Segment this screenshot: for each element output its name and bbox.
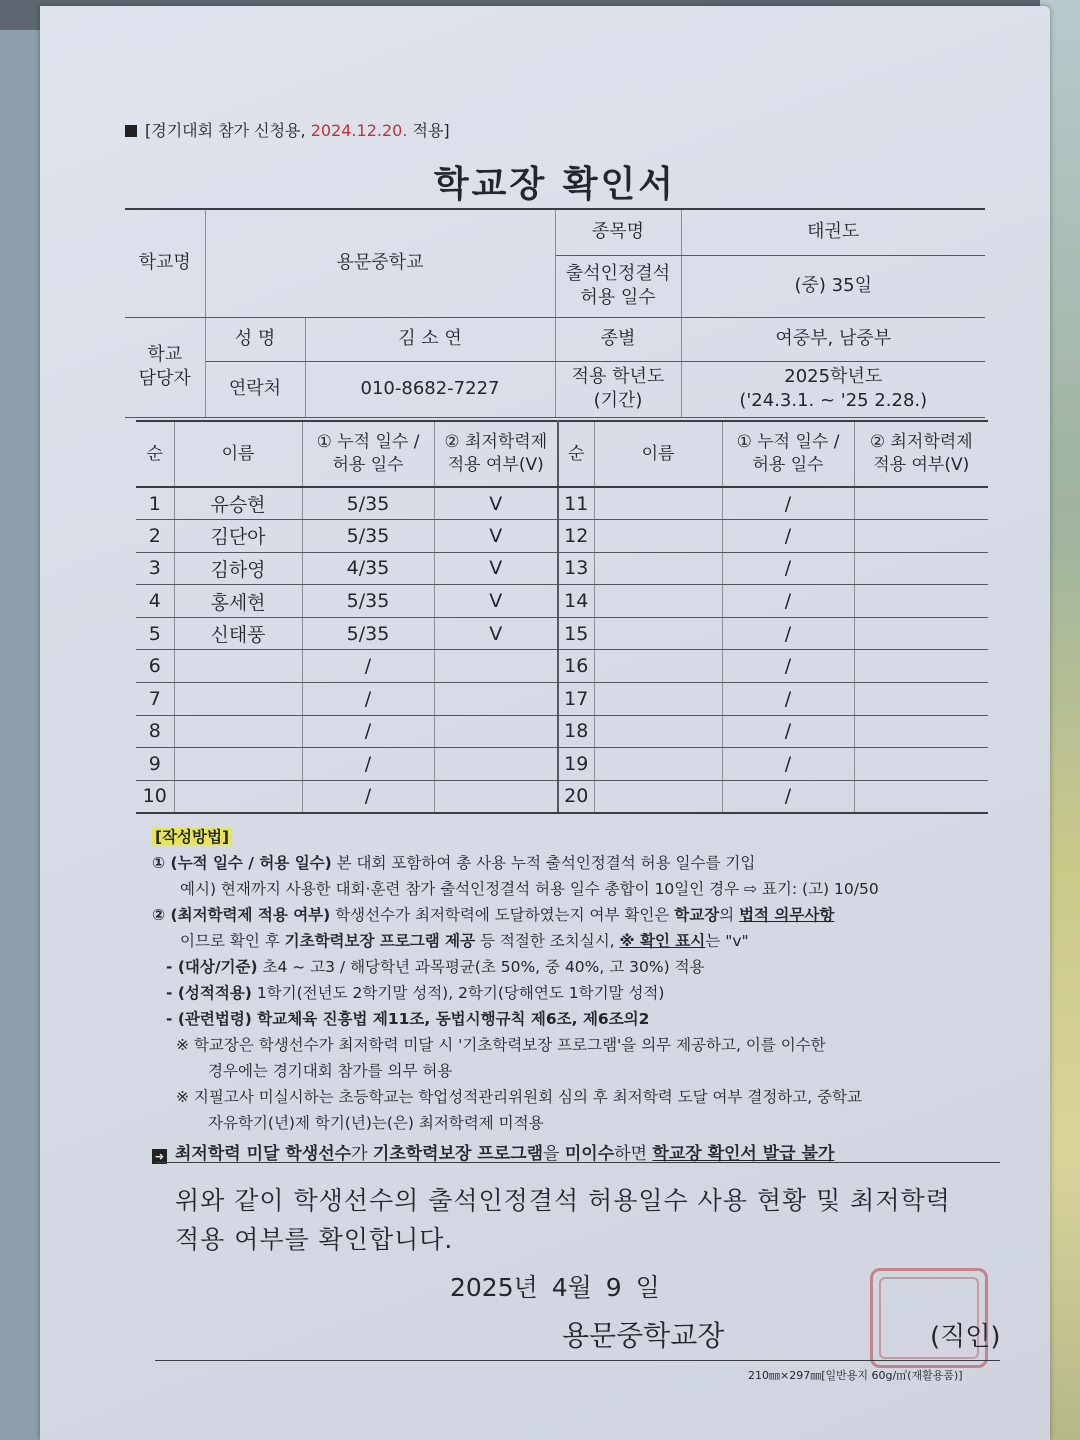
instructions	[152, 824, 1002, 1169]
contact-value: 010-8682-7227	[305, 361, 555, 417]
name-value: 김 소 연	[305, 317, 555, 361]
row-min: V	[434, 552, 558, 585]
manager-label: 학교 담당자	[125, 317, 205, 417]
row-no: 12	[558, 520, 594, 553]
row-min: V	[434, 617, 558, 650]
student-list-table	[136, 420, 988, 814]
row-no: 6	[136, 650, 174, 683]
allowed-days-label: 출석인정결석 허용 일수	[555, 255, 681, 317]
year-value: 2025학년도 ('24.3.1. ~ '25 2.28.)	[681, 361, 985, 417]
row-name	[594, 552, 722, 585]
instruction-1: ① (누적 일수 / 허용 일수) 본 대회 포함하여 총 사용 누적 출석인정결석 허용 일수를 기입	[152, 854, 756, 873]
row-no: 19	[558, 748, 594, 781]
row-days: 5/35	[302, 585, 434, 618]
col-days: ① 누적 일수 / 허용 일수	[302, 421, 434, 487]
table-row	[136, 650, 988, 683]
row-name: 김하영	[174, 552, 302, 585]
row-min	[434, 683, 558, 716]
row-name	[174, 780, 302, 813]
row-name	[174, 650, 302, 683]
document-title: 학교장 확인서	[433, 164, 677, 205]
row-no: 7	[136, 683, 174, 716]
note-2: ※ 지필고사 미실시하는 초등학교는 학업성적관리위원회 심의 후 최저학력 도달 여부 결정하고, 중학교	[176, 1088, 863, 1107]
col-no-2: 순	[558, 421, 594, 487]
divider-bottom	[155, 1360, 1000, 1361]
seal-label: (직인)	[930, 1322, 1001, 1352]
col-days-2: ① 누적 일수 / 허용 일수	[722, 421, 854, 487]
row-no: 13	[558, 552, 594, 585]
row-days: /	[722, 780, 854, 813]
instructions-heading: [작성방법]	[152, 828, 232, 846]
row-no: 3	[136, 552, 174, 585]
row-name: 홍세현	[174, 585, 302, 618]
row-days: /	[722, 552, 854, 585]
row-days: /	[722, 748, 854, 781]
row-min: V	[434, 520, 558, 553]
issuance-notice: ➜ 최저학력 미달 학생선수가 기초학력보장 프로그램을 미이수하면 학교장 확인서 발급 불가	[152, 1140, 1002, 1169]
row-name	[174, 715, 302, 748]
col-name: 이름	[174, 421, 302, 487]
row-no: 10	[136, 780, 174, 813]
event-label: 종목명	[555, 209, 681, 255]
row-days: /	[302, 650, 434, 683]
table-row	[136, 683, 988, 716]
row-min: V	[434, 487, 558, 520]
row-no: 8	[136, 715, 174, 748]
row-name	[594, 617, 722, 650]
row-name	[594, 683, 722, 716]
division-value: 여중부, 남중부	[681, 317, 985, 361]
row-days: 5/35	[302, 487, 434, 520]
row-days: /	[302, 683, 434, 716]
table-row	[136, 552, 988, 585]
row-name: 김단아	[174, 520, 302, 553]
row-days: /	[302, 748, 434, 781]
row-days: /	[722, 617, 854, 650]
row-days: /	[722, 520, 854, 553]
effective-date: 2024.12.20.	[310, 121, 408, 140]
instruction-2: ② (최저학력제 적용 여부) 학생선수가 최저학력에 도달하였는지 여부 확인은 학교장의 법적 의무사항	[152, 906, 835, 925]
row-min	[434, 715, 558, 748]
row-no: 4	[136, 585, 174, 618]
instruction-2-cont: 이므로 확인 후 기초학력보장 프로그램 제공 등 적절한 조치실시, ※ 확인 표시는 "v"	[180, 932, 749, 951]
table-row	[136, 520, 988, 553]
row-min	[854, 617, 988, 650]
row-days: 5/35	[302, 617, 434, 650]
row-no: 5	[136, 617, 174, 650]
table-row	[136, 487, 988, 520]
row-no: 2	[136, 520, 174, 553]
criteria-grades: - (성적적용) 1학기(전년도 2학기말 성적), 2학기(당해연도 1학기말 성적)	[166, 984, 665, 1003]
confirmation-text: 위와 같이 학생선수의 출석인정결석 허용일수 사용 현황 및 최저학력 적용 여부를 확인합니다.	[175, 1186, 951, 1254]
col-min: ② 최저학력제 적용 여부(V)	[434, 421, 558, 487]
row-name	[174, 683, 302, 716]
row-no: 9	[136, 748, 174, 781]
name-label: 성 명	[205, 317, 305, 361]
col-min-2: ② 최저학력제 적용 여부(V)	[854, 421, 988, 487]
row-name	[174, 748, 302, 781]
row-days: /	[722, 487, 854, 520]
division-label: 종별	[555, 317, 681, 361]
issue-date: 2025년 4월 9 일	[450, 1273, 660, 1302]
note-2-cont: 자유학기(년)제 학기(년)는(은) 최저학력제 미적용	[208, 1114, 544, 1133]
paper-spec: 210㎜×297㎜[일반용지 60g/㎡(재활용품)]	[748, 1369, 963, 1382]
row-min	[854, 650, 988, 683]
row-no: 15	[558, 617, 594, 650]
note-1-cont: 경우에는 경기대회 참가를 의무 허용	[208, 1062, 453, 1081]
criteria-target: - (대상/기준) 초4 ~ 고3 / 해당학년 과목평균(초 50%, 중 40%, 고 30%) 적용	[166, 958, 705, 977]
row-days: /	[722, 585, 854, 618]
square-bullet-icon	[125, 125, 137, 137]
row-no: 11	[558, 487, 594, 520]
row-min	[854, 683, 988, 716]
row-min	[854, 552, 988, 585]
instruction-1-example: 예시) 현재까지 사용한 대회·훈련 참가 출석인정결석 허용 일수 총합이 10일인 경우 ⇨ 표기: (고) 10/50	[180, 880, 879, 899]
row-min	[434, 748, 558, 781]
arrow-box-icon: ➜	[152, 1149, 167, 1164]
row-days: /	[722, 715, 854, 748]
table-row	[136, 617, 988, 650]
row-no: 20	[558, 780, 594, 813]
row-name: 유승현	[174, 487, 302, 520]
school-info-table	[125, 208, 985, 418]
table-row	[136, 585, 988, 618]
note-1: ※ 학교장은 학생선수가 최저학력 미달 시 '기초학력보장 프로그램'을 의무 제공하고, 이를 이수한	[176, 1036, 826, 1055]
row-days: /	[302, 715, 434, 748]
table-row	[136, 715, 988, 748]
row-no: 16	[558, 650, 594, 683]
row-name: 신태풍	[174, 617, 302, 650]
row-name	[594, 520, 722, 553]
contact-label: 연락처	[205, 361, 305, 417]
row-no: 18	[558, 715, 594, 748]
col-no: 순	[136, 421, 174, 487]
col-name-2: 이름	[594, 421, 722, 487]
row-min	[854, 715, 988, 748]
row-days: /	[302, 780, 434, 813]
table-row	[136, 780, 988, 813]
row-name	[594, 715, 722, 748]
application-note: [경기대회 참가 신청용, 2024.12.20. 적용]	[125, 118, 450, 141]
divider	[155, 1162, 1000, 1163]
row-min	[854, 748, 988, 781]
row-min: V	[434, 585, 558, 618]
row-min	[854, 487, 988, 520]
row-days: 4/35	[302, 552, 434, 585]
criteria-law: - (관련법령) 학교체육 진흥법 제11조, 동법시행규칙 제6조, 제6조의2	[166, 1010, 650, 1029]
school-name-label: 학교명	[125, 209, 205, 317]
year-label: 적용 학년도 (기간)	[555, 361, 681, 417]
row-min	[854, 585, 988, 618]
row-min	[854, 780, 988, 813]
event-value: 태권도	[681, 209, 985, 255]
school-name-value: 용문중학교	[205, 209, 555, 317]
row-no: 14	[558, 585, 594, 618]
row-min	[434, 650, 558, 683]
row-no: 17	[558, 683, 594, 716]
row-min	[434, 780, 558, 813]
document-paper	[40, 6, 1050, 1440]
row-name	[594, 487, 722, 520]
row-days: /	[722, 683, 854, 716]
row-name	[594, 748, 722, 781]
row-days: 5/35	[302, 520, 434, 553]
row-name	[594, 780, 722, 813]
table-row	[136, 748, 988, 781]
allowed-days-value: (중) 35일	[681, 255, 985, 317]
principal-title: 용문중학교장	[562, 1319, 725, 1352]
row-days: /	[722, 650, 854, 683]
row-name	[594, 650, 722, 683]
row-name	[594, 585, 722, 618]
row-min	[854, 520, 988, 553]
row-no: 1	[136, 487, 174, 520]
